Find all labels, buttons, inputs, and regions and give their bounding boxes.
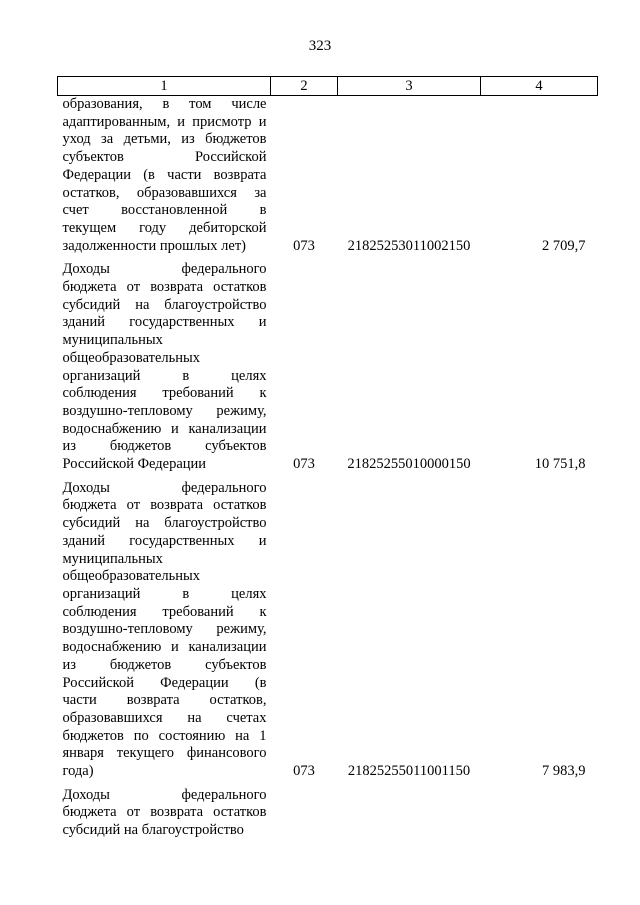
row-classification-code — [338, 781, 481, 840]
description-line: соблюдения требований к — [62, 603, 267, 620]
description-line: общеобразовательных — [62, 568, 201, 585]
table-row — [58, 255, 598, 473]
description-line: организаций в целях — [62, 367, 267, 384]
description-line: остатков, образовавшихся за — [62, 184, 267, 201]
description-line: субъектов Российской — [62, 149, 267, 166]
column-header-1: 1 — [58, 77, 271, 96]
table-row — [58, 781, 598, 840]
description-line: зданий государственных и — [62, 314, 267, 331]
description-line: субсидий на благоустройство — [62, 822, 244, 839]
description-line: Доходы федерального — [62, 261, 267, 278]
description-line: из бюджетов субъектов — [62, 656, 267, 673]
row-classification-code: 21825255010000150 — [347, 456, 471, 473]
row-classification-code: 21825255011001150 — [347, 763, 471, 780]
table-header-row — [58, 77, 598, 96]
description-line: муниципальных — [62, 332, 163, 349]
description-line: из бюджетов субъектов — [62, 438, 267, 455]
description-line: образовавшихся на счетах — [62, 709, 267, 726]
row-admin-code: 073 — [293, 237, 315, 254]
description-line: воздушно-тепловому режиму, — [62, 621, 267, 638]
column-header-4: 4 — [481, 77, 598, 96]
table-row — [58, 474, 598, 781]
row-description — [58, 255, 271, 473]
row-amount — [481, 781, 598, 840]
description-line: бюджета от возврата остатков — [62, 804, 267, 821]
row-description — [58, 96, 271, 256]
description-line: водоснабжению и канализации — [62, 639, 267, 656]
description-line: воздушно-тепловому режиму, — [62, 402, 267, 419]
description-line: счет восстановленной в — [62, 202, 267, 219]
description-line: Доходы федерального — [62, 786, 267, 803]
description-line: муниципальных — [62, 550, 163, 567]
row-admin-code: 073 — [293, 763, 315, 780]
description-line: Российской Федерации — [62, 456, 207, 473]
description-line: января текущего финансового — [62, 745, 267, 762]
row-amount: 2 709,7 — [542, 237, 586, 254]
row-description — [58, 781, 271, 840]
description-line: задолженности прошлых лет) — [62, 237, 247, 254]
description-line: уход за детьми, из бюджетов — [62, 131, 267, 148]
description-line: субсидий на благоустройство — [62, 515, 267, 532]
description-line: Федерации (в части возврата — [62, 166, 267, 183]
description-line: субсидий на благоустройство — [62, 296, 267, 313]
row-classification-code: 21825253011002150 — [347, 237, 471, 254]
description-line: года) — [62, 763, 94, 780]
description-line: части возврата остатков, — [62, 692, 267, 709]
page-number: 323 — [308, 38, 332, 54]
row-amount: 10 751,8 — [534, 456, 586, 473]
description-line: образования, в том числе — [62, 96, 267, 112]
description-line: зданий государственных и — [62, 532, 267, 549]
row-description — [58, 474, 271, 781]
row-admin-code: 073 — [293, 456, 315, 473]
description-line: соблюдения требований к — [62, 385, 267, 402]
description-line: Доходы федерального — [62, 479, 267, 496]
description-line: адаптированным, и присмотр и — [62, 113, 267, 130]
description-line: бюджетов по состоянию на 1 — [62, 727, 267, 744]
column-header-2: 2 — [271, 77, 338, 96]
description-line: бюджета от возврата остатков — [62, 279, 267, 296]
description-line: Российской Федерации (в — [62, 674, 267, 691]
table-row — [58, 96, 598, 256]
description-line: водоснабжению и канализации — [62, 420, 267, 437]
budget-table — [57, 76, 598, 840]
row-amount: 7 983,9 — [542, 763, 586, 780]
column-header-3: 3 — [338, 77, 481, 96]
description-line: организаций в целях — [62, 585, 267, 602]
description-line: бюджета от возврата остатков — [62, 497, 267, 514]
table-body — [58, 96, 598, 840]
description-line: текущем году дебиторской — [62, 219, 267, 236]
row-admin-code — [271, 781, 338, 840]
description-line: общеобразовательных — [62, 349, 201, 366]
